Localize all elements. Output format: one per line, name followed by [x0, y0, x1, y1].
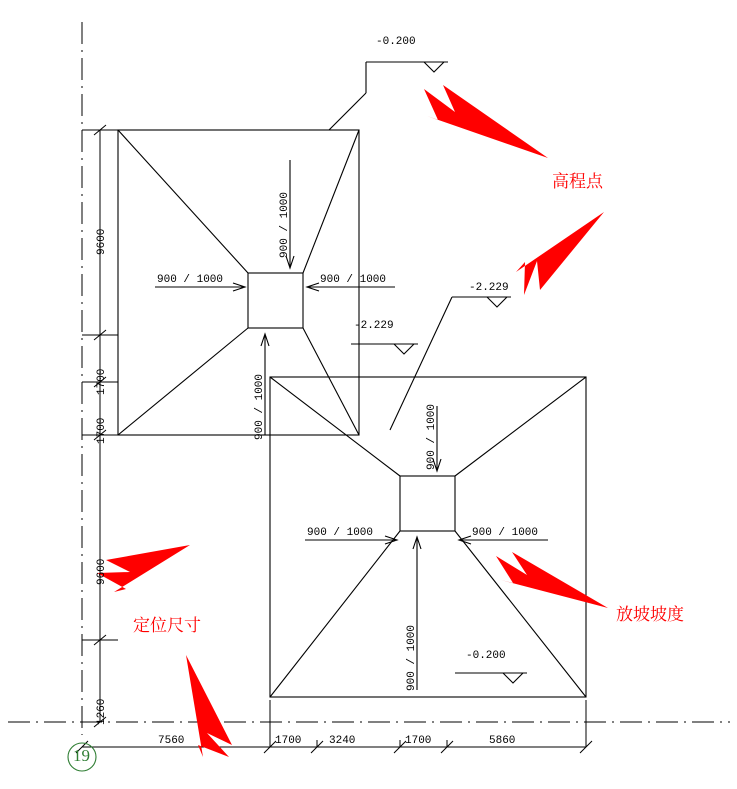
dimension-label-h-3240: 3240	[329, 735, 356, 747]
slope-label-upper-up: 900 / 1000	[254, 373, 266, 440]
elevation-label-bottom: -0.200	[466, 650, 506, 662]
dimension-label-v-1700-a: 1700	[96, 368, 108, 395]
slope-label-lower-up: 900 / 1000	[406, 624, 418, 691]
slope-label-upper-right: 900 / 1000	[320, 274, 387, 286]
dimension-label-v-1700-b: 1700	[96, 417, 108, 444]
annotation-arrow-elevation-top	[424, 85, 548, 158]
dimension-label-v-9600-bottom: 9600	[96, 558, 108, 585]
slope-label-lower-left: 900 / 1000	[307, 527, 374, 539]
annotation-arrow-locating-dimension-lower	[186, 655, 232, 757]
dimension-label-h-5860: 5860	[489, 735, 516, 747]
annotation-arrow-locating-dimension-upper	[97, 545, 190, 592]
dimension-label-h-1700-a: 1700	[275, 735, 302, 747]
annotation-label-elevation-point: 高程点	[552, 172, 603, 191]
annotation-label-slope-gradient: 放坡坡度	[616, 605, 684, 624]
grid-bubble-label: 19	[73, 746, 90, 765]
annotation-label-locating-dimension: 定位尺寸	[133, 616, 201, 635]
slope-label-upper-left: 900 / 1000	[157, 274, 224, 286]
slope-label-lower-down: 900 / 1000	[426, 403, 438, 470]
elevation-label-mid-right: -2.229	[469, 282, 509, 294]
elevation-marker-mid-left	[351, 344, 418, 354]
elevation-label-top: -0.200	[376, 36, 416, 48]
elevation-marker-bottom	[455, 673, 527, 683]
elevation-label-mid-left: -2.229	[354, 320, 394, 332]
slope-label-upper-down: 900 / 1000	[279, 191, 291, 258]
dimension-label-h-1700-b: 1700	[405, 735, 432, 747]
annotation-arrow-slope-lower	[496, 552, 608, 608]
dimension-label-h-7560: 7560	[158, 735, 185, 747]
dimension-label-v-9600-top: 9600	[96, 228, 108, 255]
annotation-arrows	[97, 85, 608, 757]
elevation-marker-mid-right	[390, 297, 511, 430]
annotation-arrow-elevation-mid	[516, 212, 604, 295]
slope-label-lower-right: 900 / 1000	[472, 527, 539, 539]
dimension-label-v-1260: 1260	[96, 698, 108, 725]
